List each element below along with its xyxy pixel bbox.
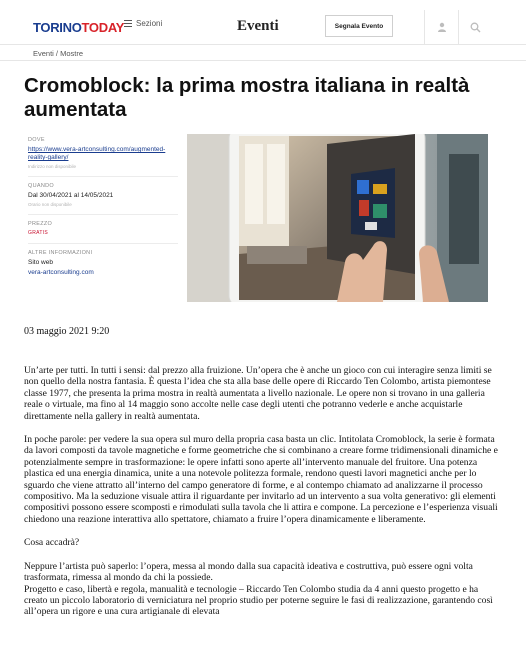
price-value: GRATIS bbox=[28, 230, 49, 236]
page-title: Cromoblock: la prima mostra italiana in realtà aumentata bbox=[24, 74, 470, 121]
section-title[interactable]: Eventi bbox=[237, 18, 279, 34]
event-hero-image[interactable] bbox=[187, 134, 488, 302]
info-divider bbox=[28, 176, 178, 177]
logo-part-1: TORINO bbox=[33, 20, 82, 35]
event-info-panel bbox=[28, 137, 183, 277]
article-paragraph: Progetto e caso, libertà e regola, manualità e tecnologie – Riccardo Ten Colombo studia da 4 anni questo progetto e ha creato un piccolo laboratorio di verniciatura nel proprio studio per poterne seguire le fasi di realizzazione, garantendo così all’opera un rigore e una cura artigianale di elevata bbox=[24, 583, 493, 618]
article-paragraph: Cosa accadrà? bbox=[24, 537, 80, 549]
where-label: DOVE bbox=[28, 137, 45, 143]
website-link[interactable]: vera-artconsulting.com bbox=[28, 269, 94, 276]
report-event-button[interactable]: Segnala Evento bbox=[325, 15, 393, 37]
where-link[interactable]: https://www.vera-artconsulting.com/augmented-reality-gallery/ bbox=[28, 146, 166, 161]
user-account-button[interactable] bbox=[424, 10, 458, 44]
user-icon bbox=[437, 22, 447, 32]
article-paragraph: Neppure l’artista può saperlo: l’opera, messa al mondo dalla sua capacità ideativa e costruttiva, può essere ogni volta trasformata, rimessa al mondo da chi la possiede. bbox=[24, 560, 473, 584]
website-label: Sito web bbox=[28, 259, 53, 266]
hero-illustration bbox=[187, 134, 488, 302]
site-header bbox=[0, 0, 526, 55]
info-divider bbox=[28, 214, 178, 215]
hamburger-icon bbox=[124, 20, 132, 27]
other-info-label: ALTRE INFORMAZIONI bbox=[28, 250, 93, 256]
article-paragraph: In poche parole: per vedere la sua opera sul muro della propria casa basta un clic. Intitolata Cromoblock, la serie è formata da lavori composti da tavole magnetiche e forme geometriche che si combinano a creare forme tridimensionali dinamiche e potenzialmente sempre in trasformazione: le opere infatti sono aperte all’intervento manuale del fruitore. Una potenza plastica ed una energia dinamica, unite a una notevole politezza formale, rendono questi lavori magnetici anche per lo sguardo che viene attratto all’interno del campo generatore di forme, e al contempo chiamato ad analizzarne il processo compositivo. Ma la seduzione visuale attira il riguardante per invitarlo ad un intervento a sua volta generativo: gli elementi compositivi possono essere scomposti e rimodulati sulla tavola che li attira e compone. La percezione e l’esperienza visuali chiedono una reazione interattiva allo spettatore, chiamato a fruire l’opera dinamicamente e liberamente. bbox=[24, 434, 498, 525]
header-divider bbox=[0, 44, 526, 45]
article-paragraph: Un’arte per tutti. In tutti i sensi: dal prezzo alla fruizione. Un’opera che è anche un gioco con cui interagire senza limiti se non quello della nostra fantasia. È questa l’idea che sta alla base delle opere di Riccardo Ten Colombo, artista piemontese classe 1977, che presenta la prima mostra in realtà aumentata a livello nazionale. Le opere non si trovano in una galleria reale o virtuale, ma fino al 14 maggio sono accolte nelle case degli utenti che potranno vederle e anche acquistarle direttamente nella gallery in realtà aumentata. bbox=[24, 365, 492, 422]
sections-menu-label: Sezioni bbox=[136, 19, 163, 28]
when-label: QUANDO bbox=[28, 183, 54, 189]
site-logo[interactable] bbox=[33, 20, 124, 35]
article-body bbox=[24, 365, 500, 630]
when-value: Dal 30/04/2021 al 14/05/2021 bbox=[28, 192, 114, 199]
publish-date: 03 maggio 2021 9:20 bbox=[24, 326, 110, 337]
search-button[interactable] bbox=[458, 10, 492, 44]
breadcrumb[interactable]: Eventi / Mostre bbox=[33, 49, 84, 58]
when-note: Orario non disponibile bbox=[28, 202, 72, 207]
search-icon bbox=[470, 22, 481, 33]
price-label: PREZZO bbox=[28, 221, 53, 227]
sections-menu-button[interactable] bbox=[124, 19, 162, 28]
logo-part-2: TODAY bbox=[81, 20, 125, 35]
info-divider bbox=[28, 243, 178, 244]
breadcrumb-divider bbox=[0, 60, 526, 61]
where-note: Indirizzo non disponibile bbox=[28, 164, 77, 169]
